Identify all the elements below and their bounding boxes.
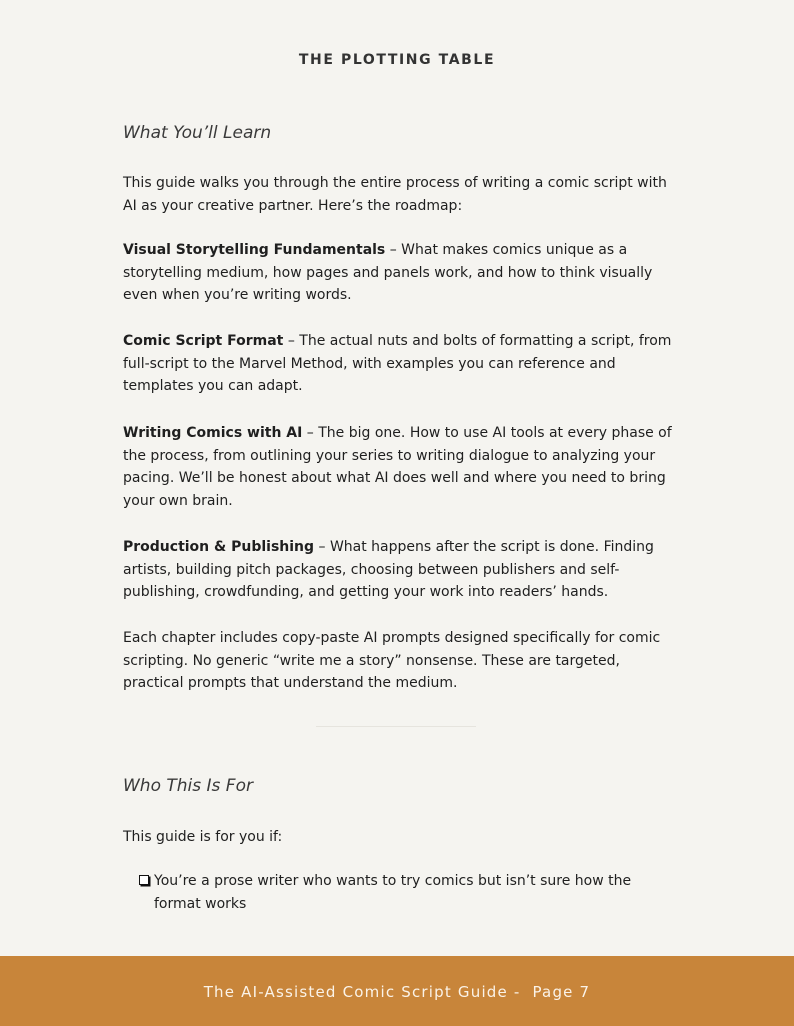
page-header-title: THE PLOTTING TABLE — [298, 52, 496, 68]
audience-list — [139, 870, 679, 915]
topic-term: Visual Storytelling Fundamentals — [123, 242, 386, 258]
topic-description: – The big one. How to use AI tools at every phase of the process, from outlining your series to writing dialogue to analyzing your pacing. We’ll be honest about what AI does well and where you need to bring your own brain. — [123, 425, 672, 509]
intro-paragraph: This guide walks you through the entire process of writing a comic script with AI as your creative partner. Here’s the roadmap: — [123, 175, 667, 214]
footer-text: The AI-Assisted Comic Script Guide - Page 7 — [203, 983, 591, 1001]
topic-description: – What makes comics unique as a storytelling medium, how pages and panels work, and how to think visually even when you’re writing words. — [123, 242, 653, 304]
list-item-text: You’re a prose writer who wants to try comics but isn’t sure how the format works — [154, 873, 632, 912]
closing-paragraph: Each chapter includes copy-paste AI prompts designed specifically for comic scripting. No generic “write me a story” nonsense. These are targeted, practical prompts that understand the medium. — [123, 630, 661, 692]
topic-production-publishing — [123, 536, 679, 604]
section-title-what-youll-learn: What You’ll Learn — [123, 123, 272, 143]
topic-term: Production & Publishing — [123, 539, 315, 555]
topic-term: Comic Script Format — [123, 333, 284, 349]
topic-comic-script-format — [123, 330, 679, 398]
topic-term: Writing Comics with AI — [123, 425, 303, 441]
section-divider — [316, 726, 476, 727]
list-item — [139, 870, 679, 915]
topic-description: – The actual nuts and bolts of formatting a script, from full-script to the Marvel Method, with examples you can reference and templates you can adapt. — [123, 333, 672, 395]
topic-description: – What happens after the script is done. Finding artists, building pitch packages, choosing between publishers and self-publishing, crowdfunding, and getting your work into readers’ hands. — [123, 539, 654, 601]
topic-visual-storytelling — [123, 239, 679, 307]
topic-writing-comics-with-ai — [123, 422, 679, 512]
who-intro: This guide is for you if: — [123, 829, 283, 845]
checkbox-bullet-icon — [139, 875, 149, 885]
section-title-who-this-is-for: Who This Is For — [123, 776, 253, 796]
page-footer — [0, 956, 794, 1026]
